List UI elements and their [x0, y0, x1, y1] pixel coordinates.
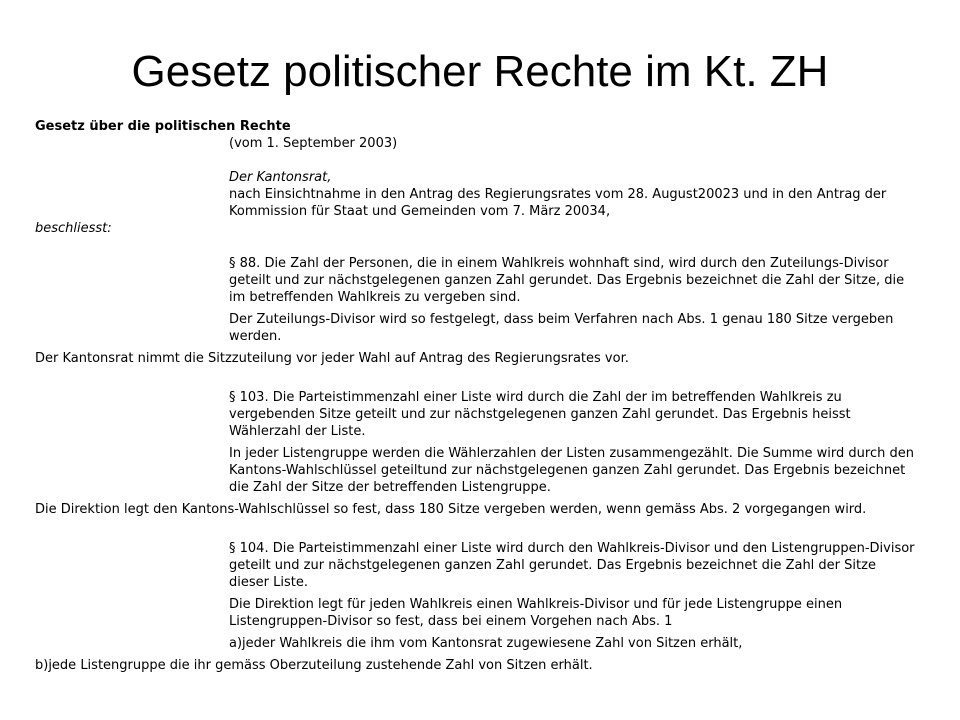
- decides-label: beschliesst:: [35, 221, 112, 236]
- section-88-paragraph-2: Der Zuteilungs-Divisor wird so festgelegt, dass beim Verfahren nach Abs. 1 genau 180 Sitze vergeben werden.: [229, 312, 894, 344]
- section-103-paragraph-2: In jeder Listengruppe werden die Wählerzahlen der Listen zusammengezählt. Die Summe wird durch den Kantons-Wahlschlüssel geteiltund zur nächstgelegenen ganzen Zahl gerundet. Das Ergebnis bezeichnet die Zahl der Sitze der betreffenden Listengruppe.: [229, 446, 914, 495]
- law-date: (vom 1. September 2003): [229, 136, 398, 151]
- section-104-item-b: b)jede Listengruppe die ihr gemäss Oberzuteilung zustehende Zahl von Sitzen erhält.: [35, 658, 593, 673]
- intro-label: Der Kantonsrat,: [229, 170, 332, 185]
- section-104-paragraph-2: Die Direktion legt für jeden Wahlkreis einen Wahlkreis-Divisor und für jede Listengruppe einen Listengruppen-Divisor so fest, dass bei einem Vorgehen nach Abs. 1: [229, 597, 843, 629]
- intro-text: nach Einsichtnahme in den Antrag des Regierungsrates vom 28. August20023 und in den Antrag der Kommission für Staat und Gemeinden vom 7. März 20034,: [229, 187, 887, 219]
- section-88-paragraph-3: Der Kantonsrat nimmt die Sitzzuteilung vor jeder Wahl auf Antrag des Regierungsrates vor.: [35, 351, 629, 366]
- law-heading: Gesetz über die politischen Rechte: [35, 119, 291, 134]
- section-104-paragraph-1: § 104. Die Parteistimmenzahl einer Liste wird durch den Wahlkreis-Divisor und den Listengruppen-Divisor geteilt und zur nächstgelegenen ganzen Zahl gerundet. Das Ergebnis bezeichnet die Zahl der Sitze dieser Liste.: [229, 541, 915, 590]
- section-88-paragraph-1: § 88. Die Zahl der Personen, die in einem Wahlkreis wohnhaft sind, wird durch den Zuteilungs-Divisor geteilt und zur nächstgelegenen ganzen Zahl gerundet. Das Ergebnis bezeichnet die Zahl der Sitze, die im betreffenden Wahlkreis zu vergeben sind.: [229, 256, 905, 305]
- document-body: [35, 118, 915, 674]
- section-103-paragraph-1: § 103. Die Parteistimmenzahl einer Liste wird durch die Zahl der im betreffenden Wahlkreis zu vergebenden Sitze geteilt und zur nächstgelegenen ganzen Zahl gerundet. Das Ergebnis heisst Wählerzahl der Liste.: [229, 390, 851, 439]
- section-103-paragraph-3: Die Direktion legt den Kantons-Wahlschlüssel so fest, dass 180 Sitze vergeben werden, wenn gemäss Abs. 2 vorgegangen wird.: [35, 502, 867, 517]
- section-104-item-a: a)jeder Wahlkreis die ihm vom Kantonsrat zugewiesene Zahl von Sitzen erhält,: [229, 636, 743, 651]
- slide-title: Gesetz politischer Rechte im Kt. ZH: [131, 47, 829, 96]
